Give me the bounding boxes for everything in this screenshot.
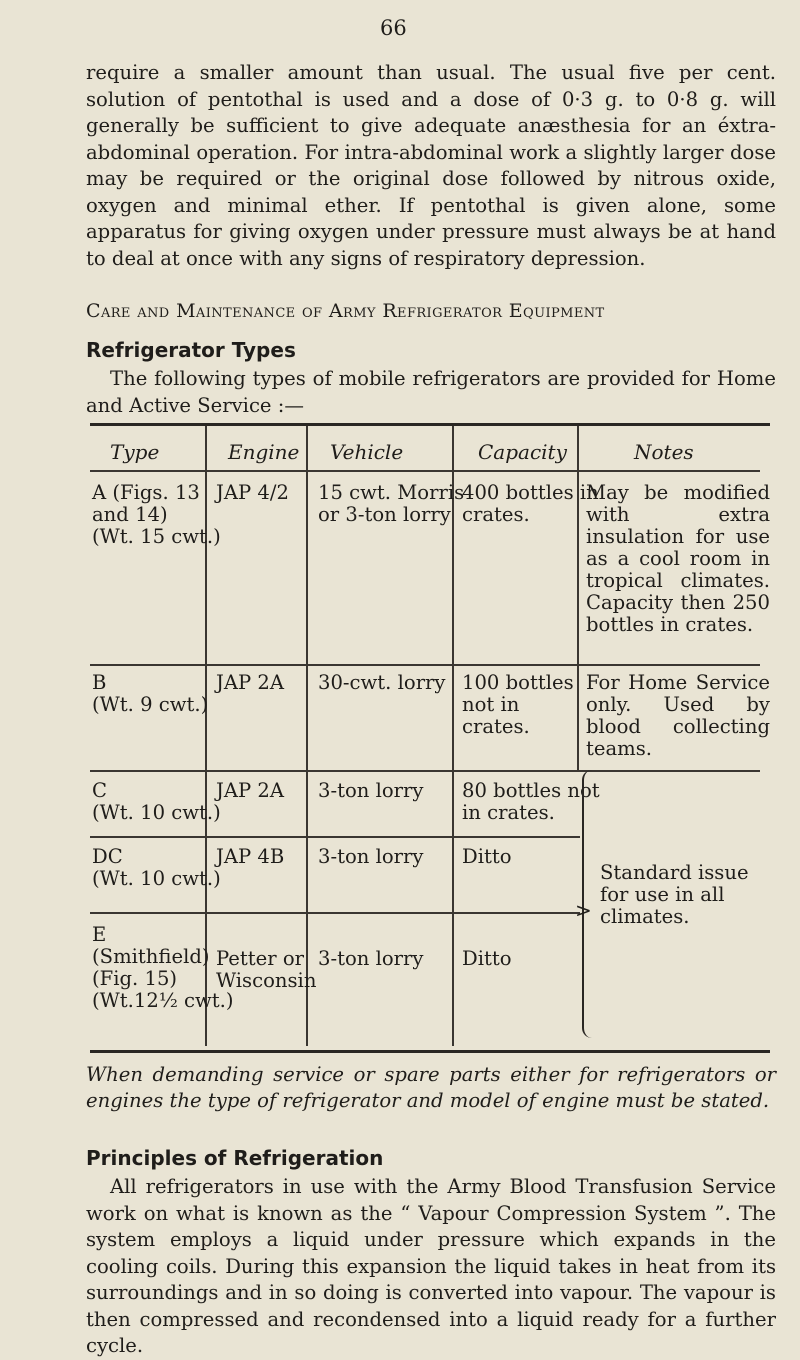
- row-a-capacity: 400 bottles in crates.: [462, 481, 599, 526]
- intro-paragraph: require a smaller amount than usual. The usual five per cent. solution of pentothal is used and a dose of 0·3 g. to 0·8 g. will generally be sufficient to give adequate anæsthesia for an éxtra-abdominal operation. For intra-abdominal work a slightly larger dose may be required or the original dose followed by nitrous oxide, oxygen and minimal ether. If pentothal is given alone, some apparatus for giving oxygen under pressure must always be at hand to deal at once with any signs of respiratory depression.: [86, 61, 776, 270]
- header-capacity: Capacity: [478, 440, 567, 464]
- row-rule: [90, 770, 760, 772]
- row-dc-vehicle: 3-ton lorry: [318, 845, 424, 868]
- table-bottom-rule: [90, 1050, 770, 1053]
- row-dc-engine: JAP 4B: [216, 845, 285, 868]
- header-engine: Engine: [228, 440, 300, 464]
- row-c-type: C (Wt. 10 cwt.): [92, 779, 221, 824]
- column-rule: [577, 426, 579, 771]
- refrigerator-types-intro: The following types of mobile refrigerators are provided for Home and Active Service :—: [86, 367, 776, 417]
- table-top-rule: [90, 423, 770, 426]
- header-type: Type: [110, 440, 160, 464]
- row-e-capacity: Ditto: [462, 947, 512, 970]
- demand-note: When demanding service or spare parts either for refrigerators or engines the type of refrigerator and model of engine must be stated.: [86, 1063, 776, 1112]
- refrigerator-types-heading: Refrigerator Types: [86, 338, 296, 362]
- row-rule: [90, 836, 580, 838]
- row-a-type: A (Figs. 13 and 14) (Wt. 15 cwt.): [92, 481, 221, 548]
- row-a-notes: May be modified with extra insulation for use as a cool room in tropical climates. Capacity then 250 bottles in crates.: [586, 481, 770, 636]
- row-c-engine: JAP 2A: [216, 779, 285, 802]
- row-a-vehicle: 15 cwt. Morris or 3-ton lorry: [318, 481, 465, 526]
- row-b-notes: For Home Service only. Used by blood collecting teams.: [586, 671, 770, 760]
- row-b-type: B (Wt. 9 cwt.): [92, 671, 209, 716]
- row-e-vehicle: 3-ton lorry: [318, 947, 424, 970]
- principles-heading: Principles of Refrigeration: [86, 1146, 384, 1170]
- shared-note: Standard issue for use in all climates.: [600, 861, 749, 928]
- row-rule: [90, 912, 580, 914]
- row-dc-type: DC (Wt. 10 cwt.): [92, 845, 221, 890]
- brace-tip-glyph: >: [575, 898, 592, 922]
- page-number: 66: [380, 16, 407, 40]
- row-e-engine: Petter or Wisconsin: [216, 947, 317, 992]
- header-rule: [90, 470, 760, 472]
- row-b-vehicle: 30-cwt. lorry: [318, 671, 446, 694]
- row-rule: [90, 664, 760, 666]
- row-a-engine: JAP 4/2: [216, 481, 289, 504]
- header-vehicle: Vehicle: [330, 440, 404, 464]
- row-c-capacity: 80 bottles not in crates.: [462, 779, 600, 824]
- row-dc-capacity: Ditto: [462, 845, 512, 868]
- row-b-engine: JAP 2A: [216, 671, 285, 694]
- row-e-type: E (Smithfield) (Fig. 15) (Wt.12½ cwt.): [92, 923, 234, 1012]
- header-notes: Notes: [634, 440, 694, 464]
- row-b-capacity: 100 bottles not in crates.: [462, 671, 574, 738]
- row-c-vehicle: 3-ton lorry: [318, 779, 424, 802]
- section-title: Care and Maintenance of Army Refrigerator Equipment: [86, 300, 605, 322]
- principles-body: All refrigerators in use with the Army Blood Transfusion Service work on what is known as the “ Vapour Compression System ”. The system employs a liquid under pressure which expands in the cooling coils. During this expansion the liquid takes in heat from its surroundings and in so doing is converted into vapour. The vapour is then compressed and recondensed into a liquid ready for a further cycle.: [86, 1175, 776, 1357]
